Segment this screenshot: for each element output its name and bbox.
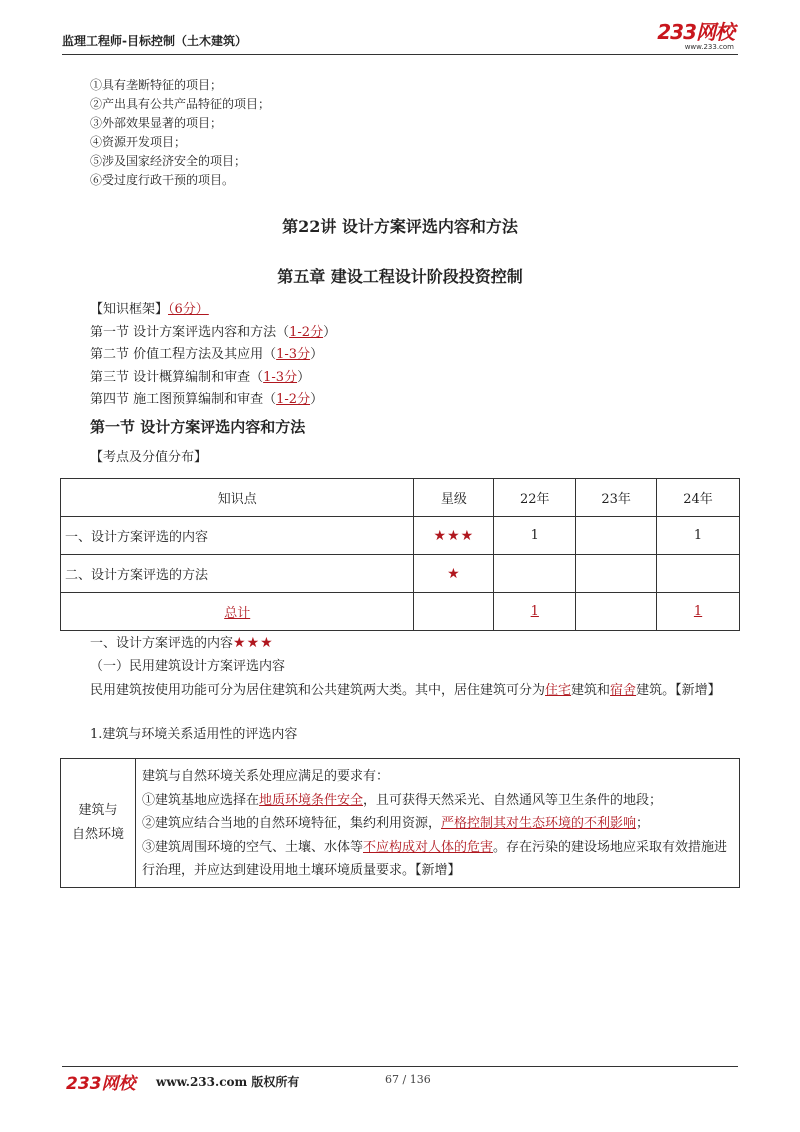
table-row (61, 517, 740, 555)
para-text: 民用建筑按使用功能可分为居住建筑和公共建筑两大类。其中，居住建筑可分为 (90, 683, 546, 698)
list-item: ③外部效果显著的项目； (90, 116, 223, 130)
score-22 (494, 555, 576, 593)
table-total-row (61, 593, 740, 631)
lecture-title: 第22讲 设计方案评选内容和方法 (282, 217, 518, 236)
framework-section (90, 344, 336, 367)
score-23 (576, 555, 657, 593)
total-label: 总计 (61, 593, 414, 631)
star-rating: ★ (414, 555, 494, 593)
table-row (61, 759, 740, 888)
row-label (61, 759, 136, 888)
list-item: ①具有垄断特征的项目； (90, 78, 223, 92)
framework-section-score: 1-3分 (276, 347, 311, 362)
framework-section (90, 389, 336, 412)
score-24 (657, 555, 740, 593)
page-number: 67 / 136 (385, 1073, 431, 1086)
para-text: 建筑。【新增】 (636, 683, 721, 698)
req-highlight: 不应构成对人体的危害 (363, 839, 494, 855)
req-text: ③建筑周围环境的空气、土壤、水体等 (142, 839, 364, 855)
content-heading-3: 1.建筑与环境关系适用性的评选内容 (90, 727, 298, 742)
requirement-item (142, 812, 735, 836)
requirement-item (142, 836, 735, 883)
framework-section-close: ） (323, 324, 337, 340)
logo-text: 233网校 (657, 20, 734, 44)
req-text: ，且可获得天然采光、自然通风等卫生条件的地段； (363, 792, 663, 808)
list-item: ④资源开发项目； (90, 135, 187, 149)
framework-section-text: 第一节 设计方案评选内容和方法（ (90, 324, 290, 340)
chapter-title: 第五章 建设工程设计阶段投资控制 (277, 267, 523, 286)
para-highlight: 宿舍 (610, 683, 637, 698)
table-row (61, 555, 740, 593)
framework-score: （6分） (168, 302, 209, 317)
project-list (90, 76, 270, 190)
col-header: 知识点 (61, 479, 414, 517)
requirement-item (142, 789, 735, 813)
total-24: 1 (657, 593, 740, 631)
heading-stars: ★★★ (233, 635, 274, 651)
framework-section-close: ） (310, 392, 324, 407)
logo-url: www.233.com (684, 43, 734, 51)
score-table (60, 478, 740, 631)
para-text: 建筑和 (571, 683, 611, 698)
page-header (62, 22, 738, 55)
framework-label: 【知识框架】 (90, 302, 169, 317)
req-text: 。存在污染的建设场地应采取有效措施进行治理，并应达到建设用地土壤环境质量要求。【新增】 (142, 839, 728, 878)
total-stars (414, 593, 494, 631)
content-heading-1 (62, 632, 738, 655)
page-footer (62, 1066, 738, 1095)
content-paragraph (62, 680, 738, 702)
framework-section-score: 1-2分 (289, 324, 324, 340)
col-header: 22年 (494, 479, 576, 517)
framework-section (90, 367, 336, 390)
brand-logo (657, 22, 734, 51)
score-22: 1 (494, 517, 576, 555)
heading-text: 一、设计方案评选的内容 (90, 636, 234, 651)
req-highlight: 严格控制其对生态环境的不利影响 (441, 816, 637, 831)
requirements-body (136, 759, 740, 888)
framework-section-score: 1-2分 (276, 392, 311, 407)
section-heading: 第一节 设计方案评选内容和方法 (90, 418, 306, 436)
framework-section (90, 322, 336, 345)
knowledge-point: 二、设计方案评选的方法 (61, 555, 414, 593)
score-23 (576, 517, 657, 555)
star-rating: ★★★ (414, 517, 494, 555)
knowledge-point: 一、设计方案评选的内容 (61, 517, 414, 555)
framework-section-text: 第二节 价值工程方法及其应用（ (90, 347, 277, 362)
knowledge-framework (90, 299, 336, 412)
col-header: 星级 (414, 479, 494, 517)
framework-section-close: ） (310, 347, 324, 362)
footer-logo: 233网校 (66, 1074, 136, 1094)
req-highlight: 地质环境条件安全 (259, 792, 364, 808)
list-item: ②产出具有公共产品特征的项目； (90, 97, 271, 111)
para-highlight: 住宅 (545, 683, 572, 698)
framework-heading (90, 299, 336, 322)
content-heading-2: （一）民用建筑设计方案评选内容 (90, 659, 286, 674)
requirements-intro: 建筑与自然环境关系处理应满足的要求有： (142, 769, 390, 784)
list-item: ⑤涉及国家经济安全的项目； (90, 154, 247, 168)
framework-section-text: 第四节 施工图预算编制和审查（ (90, 392, 277, 407)
framework-section-score: 1-3分 (263, 369, 298, 385)
framework-section-text: 第三节 设计概算编制和审查（ (90, 369, 264, 385)
col-header: 24年 (657, 479, 740, 517)
footer-copyright: www.233.com 版权所有 (156, 1075, 300, 1089)
list-item: ⑥受过度行政干预的项目。 (90, 173, 235, 187)
req-text: ②建筑应结合当地的自然环境特征，集约利用资源， (142, 816, 442, 831)
total-23 (576, 593, 657, 631)
row-label-line: 建筑与 (78, 802, 118, 818)
framework-section-close: ） (297, 369, 311, 385)
requirements-table (60, 758, 740, 888)
req-text: ①建筑基地应选择在 (142, 792, 260, 808)
score-distribution-label: 【考点及分值分布】 (90, 450, 208, 465)
score-24: 1 (657, 517, 740, 555)
table-header-row (61, 479, 740, 517)
row-label-line: 自然环境 (71, 826, 124, 842)
header-title: 监理工程师-目标控制（土木建筑） (62, 34, 247, 48)
col-header: 23年 (576, 479, 657, 517)
total-22: 1 (494, 593, 576, 631)
req-text: ； (636, 816, 650, 831)
